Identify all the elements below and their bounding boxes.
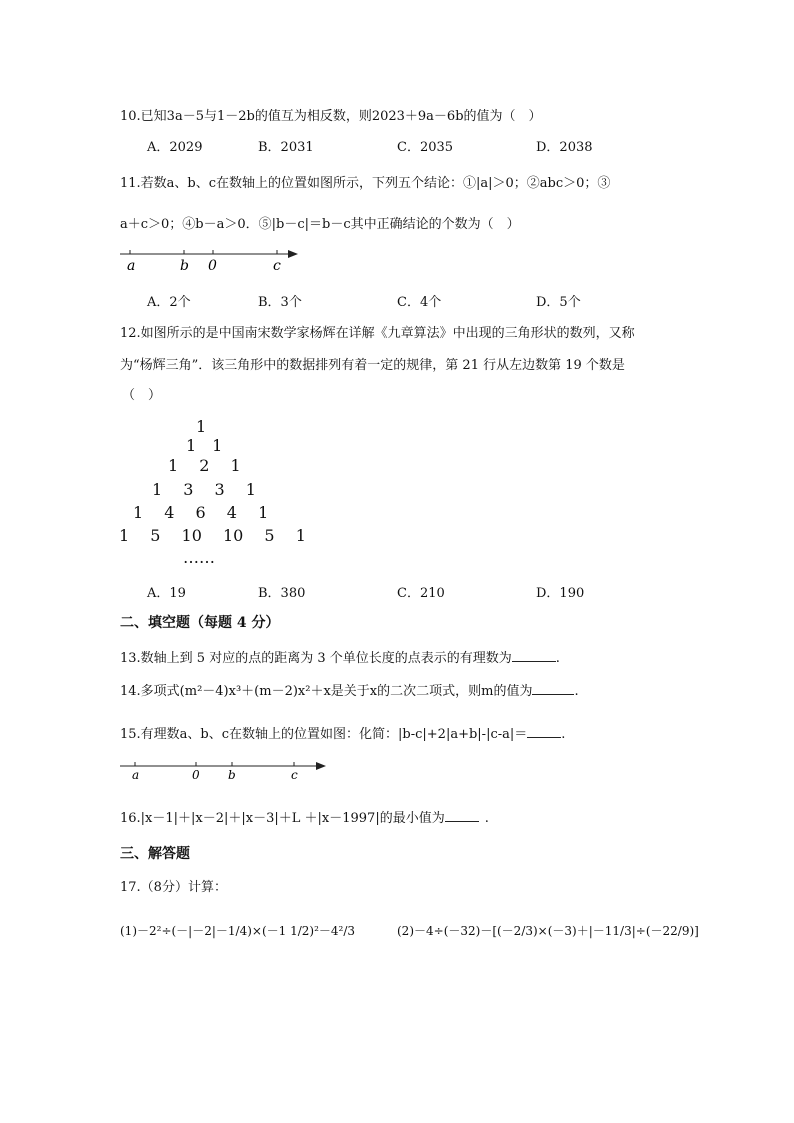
q13-text: 13.数轴上到 5 对应的点的距离为 3 个单位长度的点表示的有理数为 xyxy=(120,651,512,666)
q15-axis-label-zero: 0 xyxy=(192,768,200,782)
section-answer-title: 三、解答题 xyxy=(120,846,190,862)
triangle-row-1: 1 xyxy=(196,417,207,436)
q17-title: 17.（8分）计算： xyxy=(120,880,227,895)
q15-axis-label-a: a xyxy=(132,768,140,782)
triangle-row-5: 1 4 6 4 1 xyxy=(133,503,269,522)
q14-end: . xyxy=(574,684,579,699)
q14-text: 14.多项式(m²－4)x³＋(m－2)x²＋x是关于x的二次二项式，则m的值为 xyxy=(120,684,533,699)
q16-answer-blank[interactable] xyxy=(445,809,479,822)
q10-option-c: C．2035 xyxy=(397,140,454,155)
q11-axis-label-b: b xyxy=(180,258,189,274)
q15-number-line xyxy=(118,758,330,784)
triangle-row-4: 1 3 3 1 xyxy=(152,480,256,499)
triangle-row-2: 1 1 xyxy=(186,436,223,455)
q16-text: 16.|x－1|＋|x－2|＋|x－3|＋L ＋|x－1997|的最小值为 xyxy=(120,811,445,826)
q12-option-c: C．210 xyxy=(397,586,445,601)
q15-axis-label-b: b xyxy=(228,768,236,782)
q10-option-d: D．2038 xyxy=(536,140,593,155)
q11-axis-label-zero: 0 xyxy=(208,258,217,274)
q17-part2: (2)－4÷(－32)－[(－2/3)×(－3)＋|－11/3|÷(－22/9)] xyxy=(397,924,699,938)
q17-part1: (1)－2²÷(－|－2|－1/4)×(－1 1/2)²－4²/3 xyxy=(120,924,356,938)
q14-answer-blank[interactable] xyxy=(532,682,574,695)
triangle-row-3: 1 2 1 xyxy=(168,456,241,475)
q12-stem-line3: （ ） xyxy=(122,388,162,403)
q12-stem-line2: 为“杨辉三角”．该三角形中的数据排列有着一定的规律，第 21 行从左边数第 19 个数是 xyxy=(120,358,625,373)
q11-option-c: C．4个 xyxy=(397,295,442,310)
q13-end: . xyxy=(555,651,560,666)
q10-stem: 10.已知3a－5与1－2b的值互为相反数，则2023＋9a－6b的值为（ ） xyxy=(120,109,542,124)
q15-answer-blank[interactable] xyxy=(527,725,561,738)
q11-option-b: B．3个 xyxy=(258,295,302,310)
q16 xyxy=(120,807,489,826)
q11-axis-label-a: a xyxy=(127,258,136,274)
q13-answer-blank[interactable] xyxy=(512,649,556,662)
q10-option-a: A．2029 xyxy=(147,140,203,155)
section-fill-in-title: 二、填空题（每题 4 分） xyxy=(120,615,280,631)
q16-end: . xyxy=(484,811,489,826)
q15-axis-label-c: c xyxy=(291,768,298,782)
q15-text: 15.有理数a、b、c在数轴上的位置如图：化简：|b-c|+2|a+b|-|c-a|＝ xyxy=(120,727,528,742)
q15 xyxy=(120,723,565,742)
q11-option-a: A．2个 xyxy=(147,295,191,310)
q15-end: . xyxy=(561,727,566,742)
triangle-ellipsis: …… xyxy=(183,548,215,567)
q11-stem-line2: a＋c＞0；④b－a＞0．⑤|b－c|＝b－c其中正确结论的个数为（ ） xyxy=(120,217,520,232)
q11-number-line xyxy=(118,244,303,274)
q11-axis-label-c: c xyxy=(273,258,281,274)
q12-stem-line1: 12.如图所示的是中国南宋数学家杨辉在详解《九章算法》中出现的三角形状的数列，又称 xyxy=(120,326,635,341)
q10-option-b: B．2031 xyxy=(258,140,314,155)
q12-option-b: B．380 xyxy=(258,586,306,601)
q11-option-d: D．5个 xyxy=(536,295,581,310)
q12-option-d: D．190 xyxy=(536,586,585,601)
q13 xyxy=(120,647,560,666)
q12-option-a: A．19 xyxy=(147,586,186,601)
q11-stem-line1: 11.若数a、b、c在数轴上的位置如图所示，下列五个结论：①|a|＞0；②abc＞0；③ xyxy=(120,176,611,191)
triangle-row-6: 1 5 10 10 5 1 xyxy=(119,526,306,545)
q14 xyxy=(120,680,579,699)
